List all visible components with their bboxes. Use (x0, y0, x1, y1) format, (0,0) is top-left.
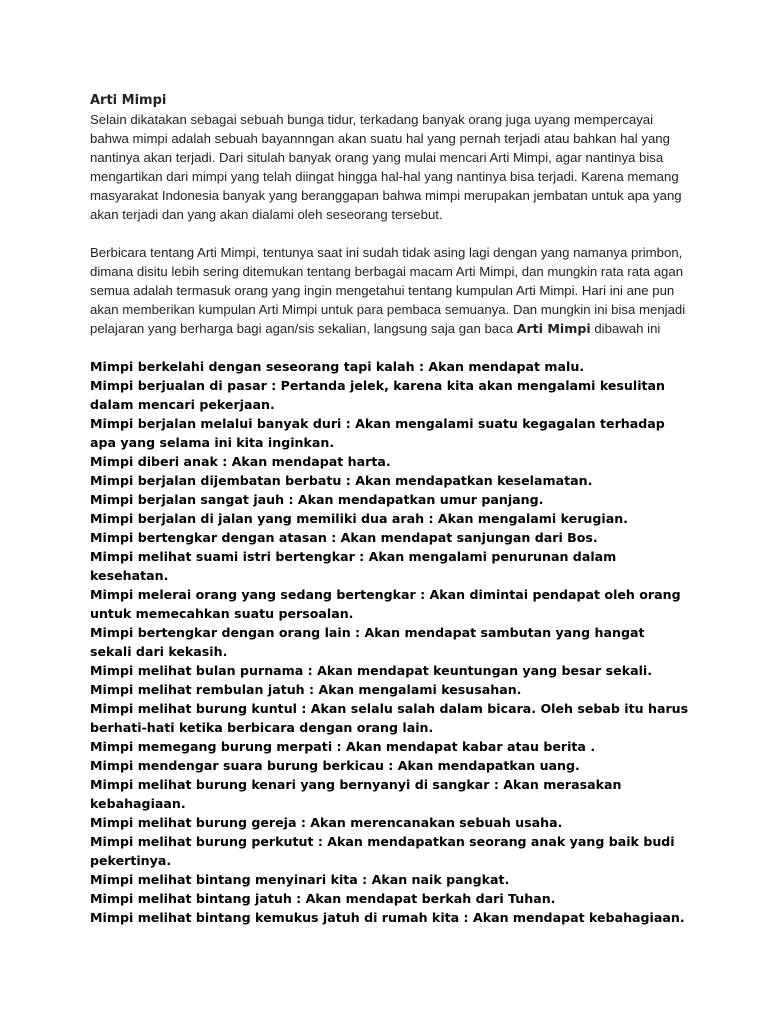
second-paragraph-bold-keyword: Arti Mimpi (516, 321, 591, 336)
list-item: Mimpi melihat burung kenari yang bernyanyi di sangkar : Akan merasakan kebahagiaan. (90, 777, 622, 811)
document-title: Arti Mimpi (90, 93, 167, 108)
dream-meaning-list (90, 357, 690, 927)
list-item: Mimpi melihat rembulan jatuh : Akan mengalami kesusahan. (90, 682, 522, 697)
second-paragraph-ending: dibawah ini (590, 321, 661, 336)
list-item: Mimpi mendengar suara burung berkicau : Akan mendapatkan uang. (90, 758, 580, 773)
list-item: Mimpi melerai orang yang sedang bertengkar : Akan dimintai pendapat oleh orang untuk memecahkan suatu persoalan. (90, 587, 681, 621)
list-item: Mimpi melihat bintang kemukus jatuh di rumah kita : Akan mendapat kebahagiaan. (90, 910, 685, 925)
list-item: Mimpi memegang burung merpati : Akan mendapat kabar atau berita . (90, 739, 596, 754)
list-item: Mimpi diberi anak : Akan mendapat harta. (90, 454, 391, 469)
list-item: Mimpi berjalan dijembatan berbatu : Akan mendapatkan keselamatan. (90, 473, 593, 488)
second-paragraph-text: Berbicara tentang Arti Mimpi, tentunya saat ini sudah tidak asing lagi dengan yang namanya primbon, dimana disitu lebih sering ditemukan tentang berbagai macam Arti Mimpi, dan mungkin rata rata agan semua adalah termasuk orang yang ingin mengetahui tentang kumpulan Arti Mimpi. Hari ini ane pun akan memberikan kumpulan Arti Mimpi untuk para pembaca semuanya. Dan mungkin ini bisa menjadi pelajaran yang berharga bagi agan/sis sekalian, langsung saja gan baca (90, 245, 686, 336)
list-item: Mimpi bertengkar dengan orang lain : Akan mendapat sambutan yang hangat sekali dari kekasih. (90, 625, 645, 659)
list-item: Mimpi melihat bintang menyinari kita : Akan naik pangkat. (90, 872, 510, 887)
list-item: Mimpi berjualan di pasar : Pertanda jelek, karena kita akan mengalami kesulitan dalam mencari pekerjaan. (90, 378, 665, 412)
list-item: Mimpi melihat burung gereja : Akan merencanakan sebuah usaha. (90, 815, 563, 830)
intro-paragraph: Selain dikatakan sebagai sebuah bunga tidur, terkadang banyak orang juga uyang mempercayai bahwa mimpi adalah sebuah bayannngan akan suatu hal yang pernah terjadi atau bahkan hal yang nantinya akan terjadi. Dari situlah banyak orang yang mulai mencari Arti Mimpi, agar nantinya bisa mengartikan dari mimpi yang telah diingat hingga hal-hal yang nantinya bisa terjadi. Karena memang masyarakat Indonesia banyak yang beranggapan bahwa mimpi merupakan jembatan untuk apa yang akan terjadi dan yang akan dialami oleh seseorang tersebut. (90, 112, 682, 222)
list-item: Mimpi berjalan di jalan yang memiliki dua arah : Akan mengalami kerugian. (90, 511, 628, 526)
list-item: Mimpi berjalan melalui banyak duri : Akan mengalami suatu kegagalan terhadap apa yang selama ini kita inginkan. (90, 416, 665, 450)
list-item: Mimpi melihat suami istri bertengkar : Akan mengalami penurunan dalam kesehatan. (90, 549, 617, 583)
document-page (90, 91, 690, 927)
list-item: Mimpi berkelahi dengan seseorang tapi kalah : Akan mendapat malu. (90, 359, 585, 374)
list-item: Mimpi melihat bulan purnama : Akan mendapat keuntungan yang besar sekali. (90, 663, 652, 678)
list-item: Mimpi berjalan sangat jauh : Akan mendapatkan umur panjang. (90, 492, 544, 507)
list-item: Mimpi melihat burung perkutut : Akan mendapatkan seorang anak yang baik budi pekertinya. (90, 834, 675, 868)
list-item: Mimpi melihat bintang jatuh : Akan mendapat berkah dari Tuhan. (90, 891, 556, 906)
second-paragraph (90, 243, 690, 338)
list-item: Mimpi melihat burung kuntul : Akan selalu salah dalam bicara. Oleh sebab itu harus berhati-hati ketika berbicara dengan orang lain. (90, 701, 689, 735)
list-item: Mimpi bertengkar dengan atasan : Akan mendapat sanjungan dari Bos. (90, 530, 598, 545)
